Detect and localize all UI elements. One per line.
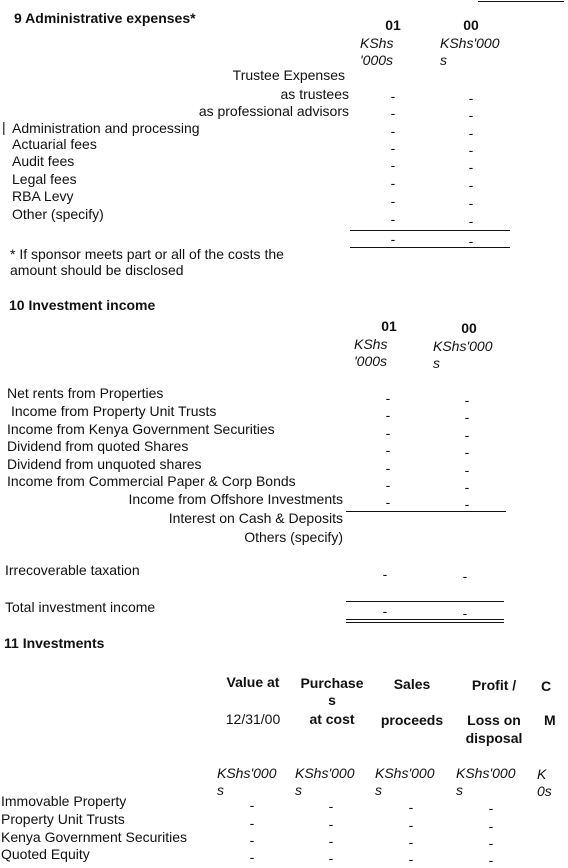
- s10-row-label: Income from Property Unit Trusts: [11, 403, 217, 419]
- s11-header: Loss on: [467, 712, 521, 728]
- s9-total-value: -: [468, 233, 474, 249]
- s10-row-value: -: [464, 392, 470, 408]
- s9-row-label: Audit fees: [12, 153, 75, 169]
- s11-header: 12/31/00: [225, 711, 281, 727]
- s9-row-value: -: [468, 195, 474, 211]
- s9-col2-unit-b: s: [440, 52, 447, 68]
- s10-row-label: Income from Offshore Investments: [128, 491, 343, 507]
- s11-header: M: [544, 712, 556, 728]
- s9-row-label: Trustee Expenses: [232, 67, 345, 83]
- s10-row-value: -: [464, 462, 470, 478]
- s11-row-value: -: [249, 832, 255, 848]
- s10-row-value: -: [464, 479, 470, 495]
- s11-row-value: -: [488, 800, 494, 816]
- s11-row-value: -: [408, 817, 414, 833]
- s11-row-value: -: [408, 834, 414, 850]
- s9-row-value: -: [468, 159, 474, 175]
- s10-row-label: Income from Kenya Government Securities: [7, 421, 275, 437]
- s10-col1-unit-b: '000s: [354, 353, 388, 369]
- s9-row-mark: |: [2, 119, 6, 135]
- s11-row-value: -: [408, 851, 414, 867]
- section-10-title: 10 Investment income: [9, 297, 156, 313]
- s10-col1-unit-a: KShs: [354, 336, 388, 352]
- s10-row-value: -: [385, 494, 391, 510]
- s11-header: disposal: [465, 730, 523, 746]
- s11-row-value: -: [408, 799, 414, 815]
- s9-footnote: amount should be disclosed: [10, 262, 184, 278]
- s9-col1-unit-a: KShs: [360, 35, 394, 51]
- s9-row-value: -: [468, 125, 474, 141]
- s10-row-value: -: [385, 477, 391, 493]
- s9-row-label: Administration and processing: [12, 120, 200, 136]
- s10-row-label: Others (specify): [244, 529, 343, 545]
- s11-header: proceeds: [380, 712, 444, 728]
- s11-row-value: -: [249, 797, 255, 813]
- s10-row-value: -: [464, 444, 470, 460]
- s10-col2-unit-b: s: [433, 355, 440, 371]
- s10-row-label: Dividend from unquoted shares: [7, 456, 202, 472]
- s9-row-value: -: [468, 107, 474, 123]
- s9-row-label: Legal fees: [12, 171, 77, 187]
- s9-row-label: Actuarial fees: [12, 136, 97, 152]
- s10-row-value: -: [464, 409, 470, 425]
- s10-col2-unit-a: KShs'000: [433, 338, 493, 354]
- s10-row-value: -: [385, 390, 391, 406]
- s9-total-rule: [350, 247, 510, 248]
- s11-row-value: -: [328, 816, 334, 832]
- s9-footnote: * If sponsor meets part or all of the costs the: [10, 246, 284, 262]
- s10-row-value: -: [385, 460, 391, 476]
- s9-total-value: -: [390, 231, 396, 247]
- s9-col1-year: 01: [385, 17, 401, 33]
- s10-irrecoverable-value: -: [382, 566, 388, 582]
- s10-total-label: Total investment income: [5, 599, 156, 615]
- s10-row-label: Dividend from quoted Shares: [7, 438, 189, 454]
- s11-unit: K: [537, 766, 547, 782]
- s9-row-value: -: [468, 90, 474, 106]
- s11-unit: KShs'000: [217, 765, 277, 781]
- s10-row-value: -: [464, 427, 470, 443]
- s11-header: Sales: [393, 676, 431, 692]
- s11-unit: KShs'000: [295, 765, 355, 781]
- s9-row-value: -: [390, 123, 396, 139]
- s9-subtotal-rule: [350, 230, 510, 231]
- s11-row-value: -: [249, 849, 255, 865]
- s11-row-value: -: [328, 850, 334, 866]
- s9-col2-year: 00: [463, 17, 479, 33]
- s10-col2-year: 00: [461, 320, 477, 336]
- s11-unit: s: [217, 782, 224, 798]
- s10-total-top-rule: [346, 601, 504, 602]
- s9-row-value: -: [468, 142, 474, 158]
- s10-row-label: Interest on Cash & Deposits: [168, 510, 343, 526]
- top-rule: [478, 1, 564, 2]
- s10-total-value: -: [382, 603, 388, 619]
- s10-row-value: -: [385, 442, 391, 458]
- s11-header: Purchase: [300, 675, 364, 691]
- s10-col1-year: 01: [381, 318, 397, 334]
- s9-row-value: -: [468, 177, 474, 193]
- s9-row-value: -: [390, 140, 396, 156]
- s9-row-label: as professional advisors: [198, 103, 349, 119]
- s10-row-value: -: [385, 407, 391, 423]
- s11-unit: 0s: [537, 783, 552, 799]
- s11-header: at cost: [309, 711, 355, 727]
- s9-col2-unit-a: KShs'000: [440, 35, 500, 51]
- s11-row-label: Quoted Equity: [1, 846, 90, 862]
- s11-unit: KShs'000: [375, 765, 435, 781]
- s9-row-value: -: [468, 213, 474, 229]
- s10-total-rule: [346, 619, 504, 620]
- s11-row-value: -: [328, 833, 334, 849]
- s11-row-value: -: [488, 852, 494, 868]
- s10-total-rule: [346, 622, 504, 623]
- s9-row-label: Other (specify): [12, 206, 104, 222]
- s10-total-value: -: [462, 605, 468, 621]
- s11-unit: KShs'000: [456, 765, 516, 781]
- s11-row-value: -: [488, 818, 494, 834]
- s11-row-label: Property Unit Trusts: [1, 811, 125, 827]
- s10-irrecoverable-value: -: [462, 568, 468, 584]
- section-9-title: 9 Administrative expenses*: [14, 10, 196, 26]
- s11-unit: s: [375, 782, 382, 798]
- s9-row-label: RBA Levy: [12, 188, 74, 204]
- s10-row-value: -: [464, 496, 470, 512]
- s9-row-value: -: [390, 175, 396, 191]
- s11-unit: s: [295, 782, 302, 798]
- s11-row-value: -: [488, 835, 494, 851]
- s10-irrecoverable-label: Irrecoverable taxation: [5, 562, 140, 578]
- s11-header: C: [541, 678, 552, 694]
- s9-row-label: as trustees: [280, 86, 349, 102]
- s9-row-value: -: [390, 88, 396, 104]
- s11-header: Profit /: [471, 677, 517, 693]
- s10-row-label: Net rents from Properties: [7, 385, 164, 401]
- s11-row-value: -: [249, 815, 255, 831]
- s9-col1-unit-b: '000s: [360, 52, 394, 68]
- s9-row-value: -: [390, 157, 396, 173]
- s11-header: Value at: [226, 674, 280, 690]
- s9-row-value: -: [390, 211, 396, 227]
- s11-header: s: [328, 692, 336, 708]
- s10-subtotal-rule: [346, 511, 506, 512]
- s9-row-value: -: [390, 105, 396, 121]
- s11-unit: s: [456, 782, 463, 798]
- s10-row-value: -: [385, 425, 391, 441]
- section-11-title: 11 Investments: [4, 635, 105, 651]
- s9-row-value: -: [390, 193, 396, 209]
- s10-row-label: Income from Commercial Paper & Corp Bonds: [7, 473, 296, 489]
- s11-row-value: -: [328, 798, 334, 814]
- s11-row-label: Kenya Government Securities: [1, 829, 187, 845]
- s11-row-label: Immovable Property: [1, 793, 127, 809]
